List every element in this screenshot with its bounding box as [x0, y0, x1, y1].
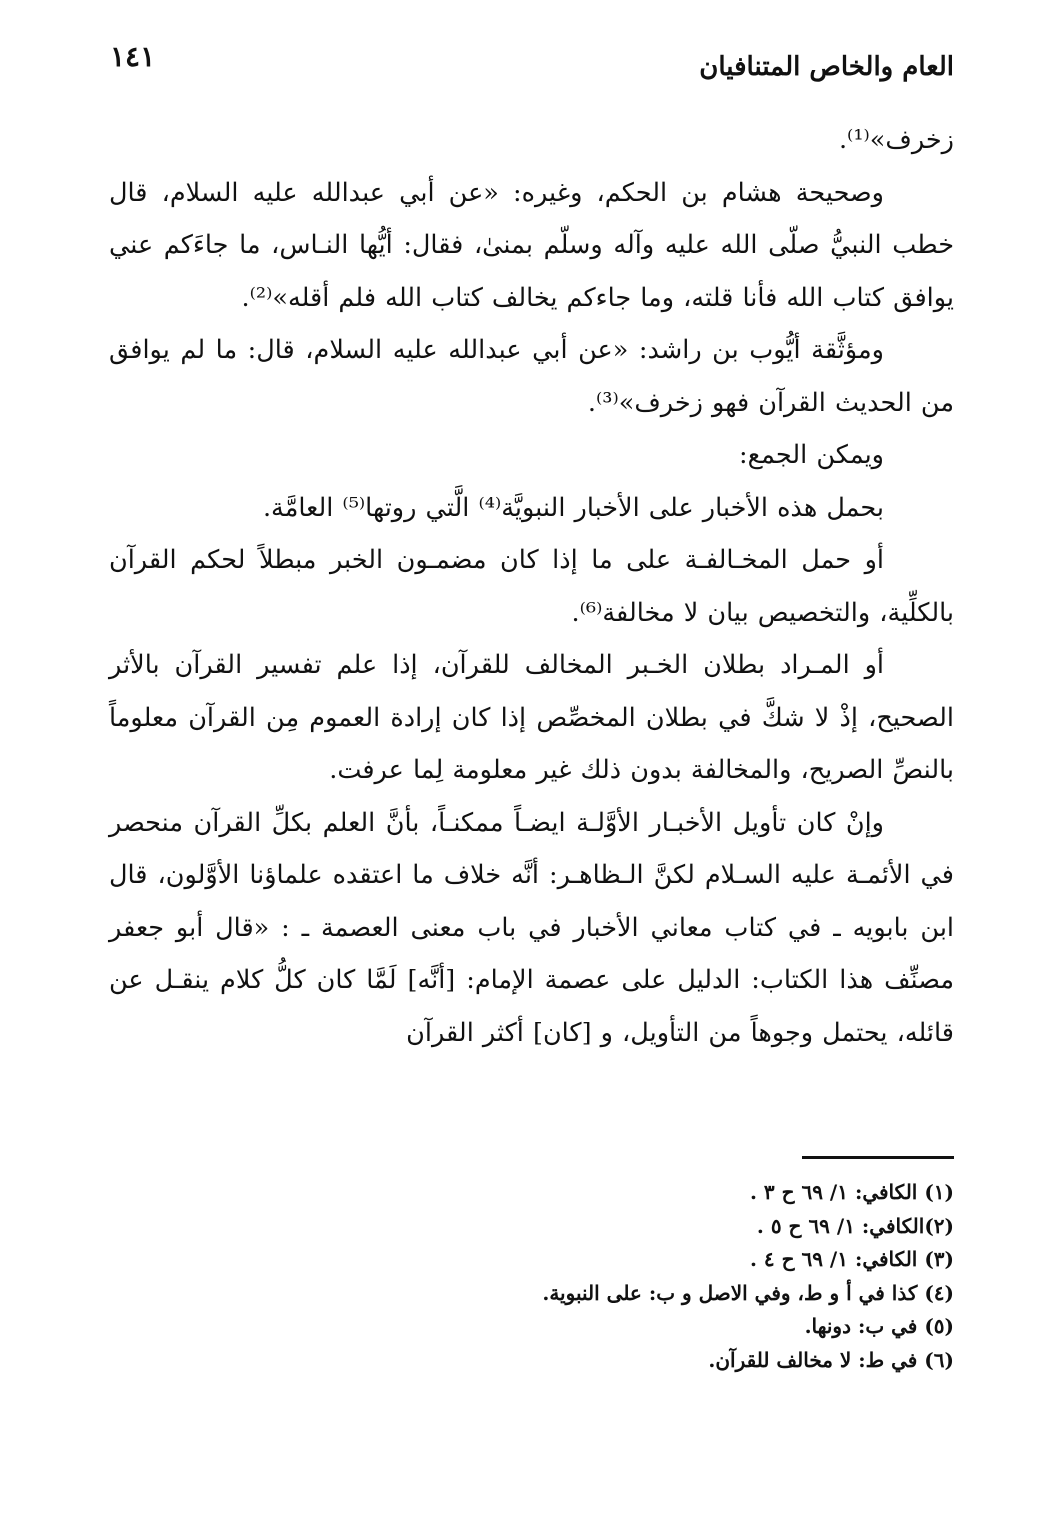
paragraph: زخرف»⁽¹⁾. — [838, 125, 954, 155]
paragraph: وصحيحة هشام بن الحكم، وغيره: «عن أبي عبدالله عليه السلام، قال خطب النبيُّ صلّى الله عليه وآله وسلّم بمنىٰ، فقال: أيُّها النـاس، ما جاءَكم عني يوافق كتاب الله فأنا قلته، وما جاءكم يخالف كتاب الله فلم أقله»⁽²⁾. — [109, 177, 954, 313]
footnote: (١) الكافي: ١/ ٦٩ ح ٣ . — [749, 1180, 954, 1204]
paragraph: ومؤثَّقة أيُّوب بن راشد: «عن أبي عبدالله عليه السلام، قال: ما لم يوافق من الحديث القرآن فهو زخرف»⁽³⁾. — [109, 335, 954, 418]
footnote-separator — [802, 1156, 954, 1159]
footnote: (٢)الكافي: ١/ ٦٩ ح ٥ . — [756, 1213, 954, 1238]
paragraph: أو المـراد بطلان الخـبر المخالف للقرآن، إذا علم تفسير القرآن بالأثر الصحيح، إذْ لا شكَّ في بطلان المخصِّص إذا كان إرادة العموم مِن القرآن معلوماً بالنصِّ الصريح، والمخالفة بدون ذلك غير معلومة لِما عرفت. — [109, 650, 954, 785]
paragraph: أو حمل المخـالفـة على ما إذا كان مضمـون الخبر مبطلاً لحكم القرآن بالكلِّية، والتخصيص بيان لا مخالفة⁽⁶⁾. — [109, 545, 954, 628]
paragraph: بحمل هذه الأخبار على الأخبار النبويَّة⁽⁴⁾ الَّتي روتها⁽⁵⁾ العامَّة. — [262, 492, 884, 523]
footnote: (٣) الكافي: ١/ ٦٩ ح ٤ . — [749, 1247, 954, 1272]
footnote: (٤) كذا في أ و ط، وفي الاصل و ب: على النبوية. — [542, 1280, 954, 1305]
page-number: ١٤١ — [110, 40, 156, 73]
running-header — [110, 40, 954, 90]
main-text — [109, 114, 954, 1059]
footnotes — [109, 1176, 954, 1378]
footnote: (٥) في ب: دونها. — [804, 1314, 954, 1339]
footnote: (٦) في ط: لا مخالف للقرآن. — [708, 1347, 954, 1372]
paragraph: ويمكن الجمع: — [739, 440, 884, 470]
chapter-title: العام والخاص المتنافيان — [699, 52, 954, 82]
paragraph: وإنْ كان تأويل الأخبـار الأوَّلـة ايضـاً ممكنـاً، بأنَّ العلم بكلِّ القرآن منحصر في الأئمـة عليه السـلام لكنَّ الـظاهـر: أنَّه خلاف ما اعتقده علماؤنا الأوَّلون، قال ابن بابويه ـ في كتاب معاني الأخبار في باب معنى العصمة ـ : «قال أبو جعفر مصنِّف هذا الكتاب: الدليل على عصمة الإمام: [أنَّه] لَمَّا كان كلُّ كلام ينقـل عن قائله، يحتمل وجوهاً من التأويل، و [كان] أكثر القرآن — [109, 807, 954, 1048]
